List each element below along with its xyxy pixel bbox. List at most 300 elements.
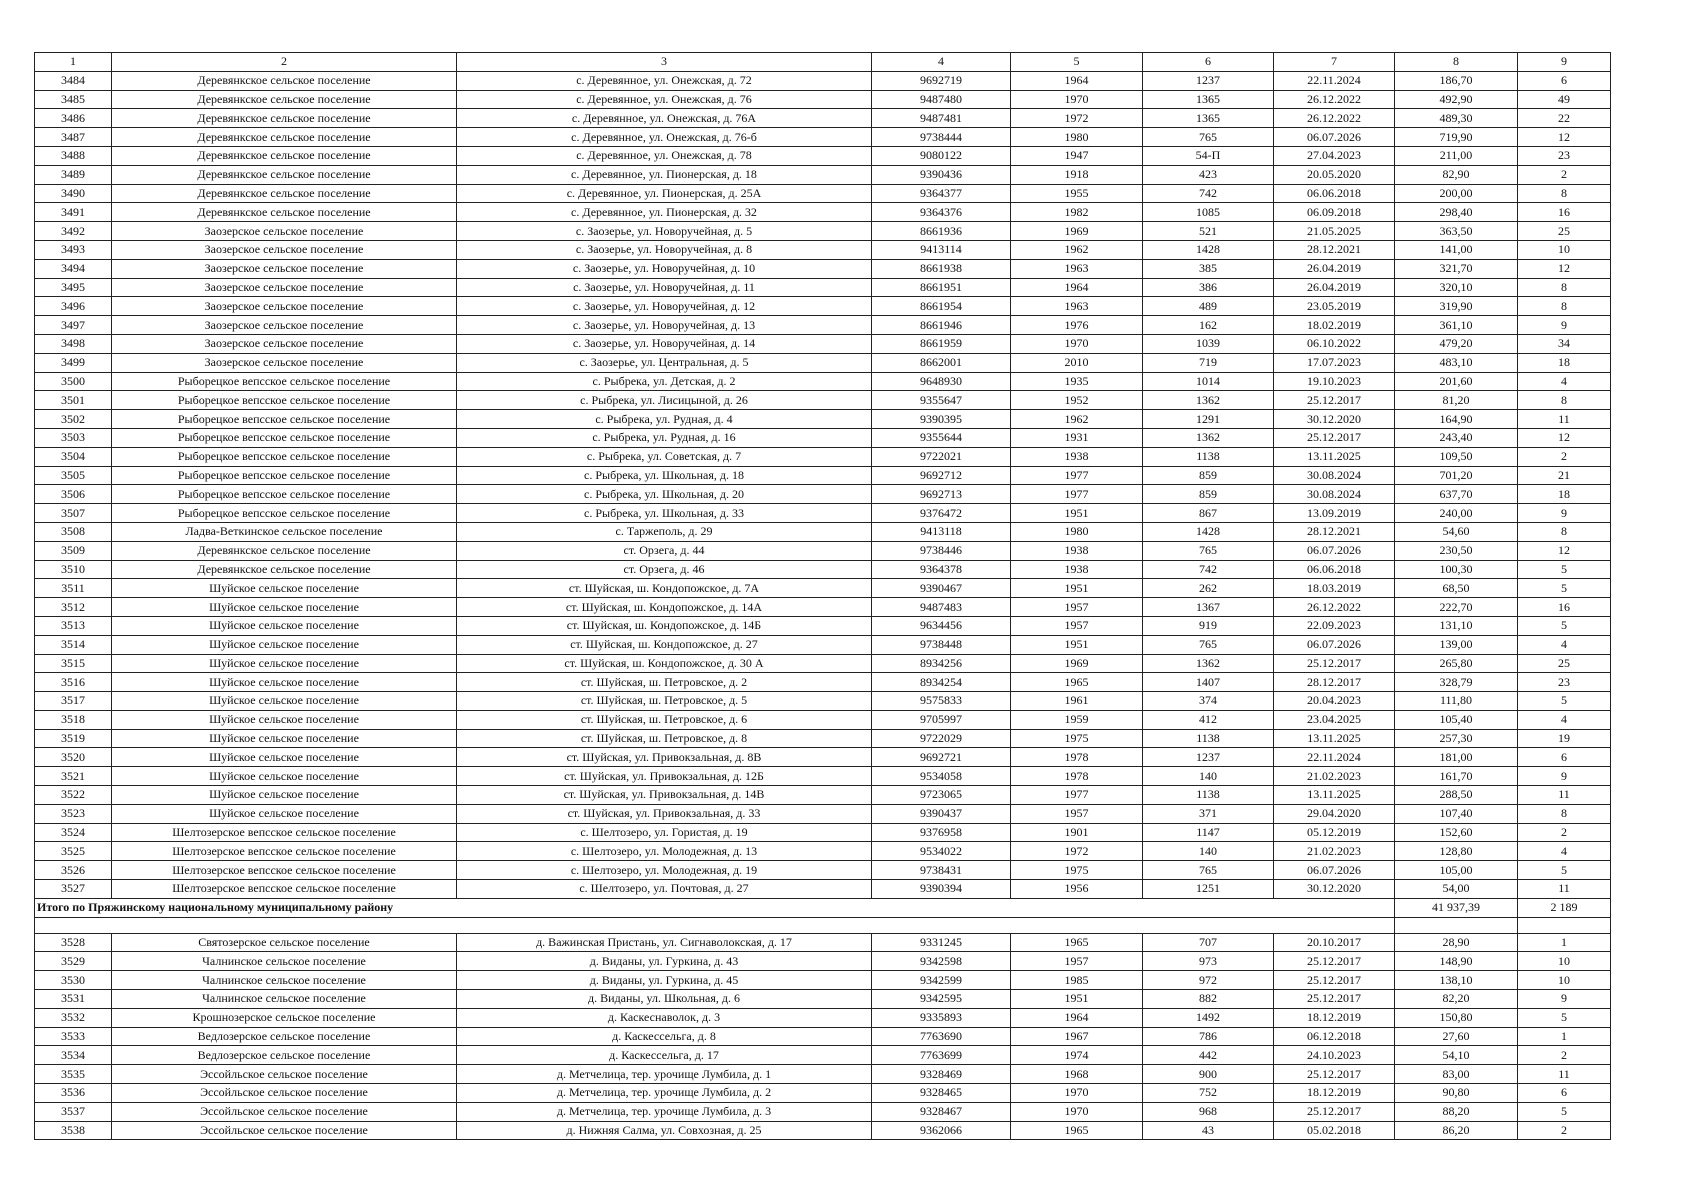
count-cell: 6 xyxy=(1518,748,1611,767)
row-number-cell: 3505 xyxy=(35,466,112,485)
address-cell: с. Рыбрека, ул. Школьная, д. 20 xyxy=(457,485,872,504)
address-cell: с. Деревянное, ул. Онежская, д. 76 xyxy=(457,90,872,109)
build-year-cell: 1977 xyxy=(1011,466,1143,485)
row-number-cell: 3535 xyxy=(35,1065,112,1084)
row-number-cell: 3514 xyxy=(35,635,112,654)
count-cell: 5 xyxy=(1518,579,1611,598)
settlement-name-cell: Эссойльское сельское поселение xyxy=(112,1084,457,1103)
build-year-cell: 1978 xyxy=(1011,767,1143,786)
settlement-name-cell: Крошнозерское сельское поселение xyxy=(112,1008,457,1027)
object-id-cell: 9390467 xyxy=(872,579,1011,598)
row-number-cell: 3531 xyxy=(35,990,112,1009)
count-cell: 10 xyxy=(1518,952,1611,971)
object-id-cell: 8661946 xyxy=(872,316,1011,335)
document-number-cell: 442 xyxy=(1143,1046,1274,1065)
count-cell: 19 xyxy=(1518,729,1611,748)
address-cell: с. Заозерье, ул. Новоручейная, д. 11 xyxy=(457,278,872,297)
table-row xyxy=(35,952,1611,971)
date-cell: 06.06.2018 xyxy=(1274,560,1395,579)
area-cell: 109,50 xyxy=(1395,447,1518,466)
settlement-name-cell: Рыборецкое вепсское сельское поселение xyxy=(112,391,457,410)
document-number-cell: 1147 xyxy=(1143,823,1274,842)
row-number-cell: 3534 xyxy=(35,1046,112,1065)
area-cell: 131,10 xyxy=(1395,616,1518,635)
settlement-name-cell: Ладва-Веткинское сельское поселение xyxy=(112,522,457,541)
document-number-cell: 973 xyxy=(1143,952,1274,971)
build-year-cell: 1935 xyxy=(1011,372,1143,391)
build-year-cell: 1972 xyxy=(1011,109,1143,128)
document-number-cell: 1428 xyxy=(1143,240,1274,259)
document-number-cell: 386 xyxy=(1143,278,1274,297)
count-cell: 8 xyxy=(1518,522,1611,541)
document-number-cell: 140 xyxy=(1143,767,1274,786)
settlement-name-cell: Шуйское сельское поселение xyxy=(112,635,457,654)
document-number-cell: 1138 xyxy=(1143,729,1274,748)
object-id-cell: 9738431 xyxy=(872,861,1011,880)
column-header: 6 xyxy=(1143,53,1274,72)
row-number-cell: 3519 xyxy=(35,729,112,748)
object-id-cell: 9328469 xyxy=(872,1065,1011,1084)
build-year-cell: 1965 xyxy=(1011,673,1143,692)
address-cell: д. Метчелица, тер. урочище Лумбила, д. 1 xyxy=(457,1065,872,1084)
build-year-cell: 1976 xyxy=(1011,316,1143,335)
document-number-cell: 786 xyxy=(1143,1027,1274,1046)
row-number-cell: 3485 xyxy=(35,90,112,109)
count-cell: 11 xyxy=(1518,410,1611,429)
settlement-name-cell: Ведлозерское сельское поселение xyxy=(112,1046,457,1065)
row-number-cell: 3489 xyxy=(35,165,112,184)
count-cell: 16 xyxy=(1518,598,1611,617)
date-cell: 18.12.2019 xyxy=(1274,1084,1395,1103)
object-id-cell: 9362066 xyxy=(872,1121,1011,1140)
row-number-cell: 3509 xyxy=(35,541,112,560)
row-number-cell: 3525 xyxy=(35,842,112,861)
address-cell: с. Заозерье, ул. Новоручейная, д. 12 xyxy=(457,297,872,316)
area-cell: 186,70 xyxy=(1395,71,1518,90)
date-cell: 28.12.2021 xyxy=(1274,522,1395,541)
build-year-cell: 1975 xyxy=(1011,861,1143,880)
row-number-cell: 3487 xyxy=(35,128,112,147)
spacer-cell xyxy=(35,917,1395,933)
spacer-row xyxy=(35,917,1611,933)
date-cell: 26.12.2022 xyxy=(1274,109,1395,128)
table-row xyxy=(35,334,1611,353)
area-cell: 265,80 xyxy=(1395,654,1518,673)
date-cell: 30.12.2020 xyxy=(1274,410,1395,429)
object-id-cell: 9342599 xyxy=(872,971,1011,990)
date-cell: 29.04.2020 xyxy=(1274,804,1395,823)
build-year-cell: 1970 xyxy=(1011,334,1143,353)
column-number-header-row xyxy=(35,53,1611,72)
count-cell: 11 xyxy=(1518,786,1611,805)
table-row xyxy=(35,297,1611,316)
address-cell: с. Заозерье, ул. Новоручейная, д. 14 xyxy=(457,334,872,353)
date-cell: 25.12.2017 xyxy=(1274,391,1395,410)
count-cell: 12 xyxy=(1518,128,1611,147)
area-cell: 111,80 xyxy=(1395,692,1518,711)
row-number-cell: 3510 xyxy=(35,560,112,579)
row-number-cell: 3491 xyxy=(35,203,112,222)
document-number-cell: 765 xyxy=(1143,128,1274,147)
area-cell: 54,60 xyxy=(1395,522,1518,541)
address-cell: ст. Шуйская, ш. Кондопожское, д. 30 А xyxy=(457,654,872,673)
address-cell: ст. Шуйская, ш. Кондопожское, д. 7А xyxy=(457,579,872,598)
address-cell: д. Виданы, ул. Гуркина, д. 43 xyxy=(457,952,872,971)
address-cell: д. Каскеснаволок, д. 3 xyxy=(457,1008,872,1027)
area-cell: 164,90 xyxy=(1395,410,1518,429)
count-cell: 23 xyxy=(1518,673,1611,692)
object-id-cell: 8661959 xyxy=(872,334,1011,353)
area-cell: 83,00 xyxy=(1395,1065,1518,1084)
object-id-cell: 9722029 xyxy=(872,729,1011,748)
table-row xyxy=(35,786,1611,805)
object-id-cell: 9390395 xyxy=(872,410,1011,429)
build-year-cell: 1963 xyxy=(1011,297,1143,316)
object-id-cell: 9335893 xyxy=(872,1008,1011,1027)
object-id-cell: 9413118 xyxy=(872,522,1011,541)
settlement-name-cell: Шелтозерское вепсское сельское поселение xyxy=(112,880,457,899)
document-number-cell: 140 xyxy=(1143,842,1274,861)
date-cell: 05.02.2018 xyxy=(1274,1121,1395,1140)
address-cell: д. Важинская Пристань, ул. Сигнаволокская, д. 17 xyxy=(457,933,872,952)
address-cell: с. Шелтозеро, ул. Гористая, д. 19 xyxy=(457,823,872,842)
document-number-cell: 412 xyxy=(1143,710,1274,729)
count-cell: 25 xyxy=(1518,654,1611,673)
address-cell: ст. Шуйская, ш. Петровское, д. 5 xyxy=(457,692,872,711)
settlement-name-cell: Святозерское сельское поселение xyxy=(112,933,457,952)
object-id-cell: 9390394 xyxy=(872,880,1011,899)
address-cell: ст. Шуйская, ул. Привокзальная, д. 14В xyxy=(457,786,872,805)
area-cell: 27,60 xyxy=(1395,1027,1518,1046)
count-cell: 9 xyxy=(1518,316,1611,335)
object-id-cell: 9692719 xyxy=(872,71,1011,90)
count-cell: 4 xyxy=(1518,372,1611,391)
row-number-cell: 3518 xyxy=(35,710,112,729)
count-cell: 34 xyxy=(1518,334,1611,353)
build-year-cell: 1969 xyxy=(1011,654,1143,673)
area-cell: 88,20 xyxy=(1395,1102,1518,1121)
object-id-cell: 8661951 xyxy=(872,278,1011,297)
count-cell: 4 xyxy=(1518,710,1611,729)
area-cell: 243,40 xyxy=(1395,428,1518,447)
area-cell: 152,60 xyxy=(1395,823,1518,842)
document-number-cell: 1085 xyxy=(1143,203,1274,222)
document-number-cell: 162 xyxy=(1143,316,1274,335)
count-cell: 2 xyxy=(1518,447,1611,466)
object-id-cell: 7763690 xyxy=(872,1027,1011,1046)
area-cell: 319,90 xyxy=(1395,297,1518,316)
settlement-name-cell: Шуйское сельское поселение xyxy=(112,804,457,823)
table-row xyxy=(35,184,1611,203)
column-header: 8 xyxy=(1395,53,1518,72)
count-cell: 11 xyxy=(1518,880,1611,899)
build-year-cell: 1959 xyxy=(1011,710,1143,729)
table-row xyxy=(35,485,1611,504)
build-year-cell: 1931 xyxy=(1011,428,1143,447)
table-row xyxy=(35,240,1611,259)
housing-register-table xyxy=(34,52,1611,1140)
area-cell: 100,30 xyxy=(1395,560,1518,579)
count-cell: 2 xyxy=(1518,165,1611,184)
settlement-name-cell: Заозерское сельское поселение xyxy=(112,297,457,316)
address-cell: с. Рыбрека, ул. Рудная, д. 4 xyxy=(457,410,872,429)
count-cell: 5 xyxy=(1518,1008,1611,1027)
document-number-cell: 707 xyxy=(1143,933,1274,952)
count-cell: 9 xyxy=(1518,767,1611,786)
settlement-name-cell: Рыборецкое вепсское сельское поселение xyxy=(112,428,457,447)
address-cell: д. Метчелица, тер. урочище Лумбила, д. 2 xyxy=(457,1084,872,1103)
spacer-cell xyxy=(1395,917,1518,933)
build-year-cell: 1969 xyxy=(1011,222,1143,241)
area-cell: 105,40 xyxy=(1395,710,1518,729)
settlement-name-cell: Ведлозерское сельское поселение xyxy=(112,1027,457,1046)
build-year-cell: 1961 xyxy=(1011,692,1143,711)
object-id-cell: 9692712 xyxy=(872,466,1011,485)
date-cell: 25.12.2017 xyxy=(1274,428,1395,447)
count-cell: 21 xyxy=(1518,466,1611,485)
table-row xyxy=(35,410,1611,429)
date-cell: 06.06.2018 xyxy=(1274,184,1395,203)
settlement-name-cell: Шелтозерское вепсское сельское поселение xyxy=(112,861,457,880)
row-number-cell: 3533 xyxy=(35,1027,112,1046)
settlement-name-cell: Деревянкское сельское поселение xyxy=(112,90,457,109)
object-id-cell: 9364378 xyxy=(872,560,1011,579)
document-number-cell: 968 xyxy=(1143,1102,1274,1121)
table-body xyxy=(35,53,1611,1140)
area-cell: 701,20 xyxy=(1395,466,1518,485)
date-cell: 05.12.2019 xyxy=(1274,823,1395,842)
object-id-cell: 9364377 xyxy=(872,184,1011,203)
settlement-name-cell: Заозерское сельское поселение xyxy=(112,316,457,335)
object-id-cell: 9738444 xyxy=(872,128,1011,147)
build-year-cell: 2010 xyxy=(1011,353,1143,372)
date-cell: 25.12.2017 xyxy=(1274,1065,1395,1084)
object-id-cell: 9534022 xyxy=(872,842,1011,861)
row-number-cell: 3484 xyxy=(35,71,112,90)
address-cell: ст. Шуйская, ш. Кондопожское, д. 14А xyxy=(457,598,872,617)
document-number-cell: 374 xyxy=(1143,692,1274,711)
count-cell: 5 xyxy=(1518,861,1611,880)
row-number-cell: 3513 xyxy=(35,616,112,635)
column-header: 5 xyxy=(1011,53,1143,72)
count-cell: 22 xyxy=(1518,109,1611,128)
table-row xyxy=(35,933,1611,952)
settlement-name-cell: Заозерское сельское поселение xyxy=(112,259,457,278)
count-cell: 5 xyxy=(1518,1102,1611,1121)
table-row xyxy=(35,767,1611,786)
row-number-cell: 3492 xyxy=(35,222,112,241)
table-row xyxy=(35,128,1611,147)
area-cell: 230,50 xyxy=(1395,541,1518,560)
document-number-cell: 1291 xyxy=(1143,410,1274,429)
area-cell: 719,90 xyxy=(1395,128,1518,147)
settlement-name-cell: Эссойльское сельское поселение xyxy=(112,1121,457,1140)
table-row xyxy=(35,428,1611,447)
count-cell: 4 xyxy=(1518,635,1611,654)
build-year-cell: 1962 xyxy=(1011,410,1143,429)
settlement-name-cell: Деревянкское сельское поселение xyxy=(112,109,457,128)
document-number-cell: 1251 xyxy=(1143,880,1274,899)
date-cell: 13.11.2025 xyxy=(1274,447,1395,466)
area-cell: 54,10 xyxy=(1395,1046,1518,1065)
date-cell: 13.11.2025 xyxy=(1274,786,1395,805)
document-number-cell: 972 xyxy=(1143,971,1274,990)
row-number-cell: 3490 xyxy=(35,184,112,203)
table-row xyxy=(35,391,1611,410)
document-number-cell: 1365 xyxy=(1143,90,1274,109)
table-row xyxy=(35,1084,1611,1103)
table-row xyxy=(35,541,1611,560)
document-number-cell: 859 xyxy=(1143,466,1274,485)
district-total-row xyxy=(35,898,1611,917)
object-id-cell: 8934256 xyxy=(872,654,1011,673)
district-total-count: 2 189 xyxy=(1518,898,1611,917)
object-id-cell: 9738448 xyxy=(872,635,1011,654)
table-row xyxy=(35,71,1611,90)
area-cell: 361,10 xyxy=(1395,316,1518,335)
address-cell: с. Заозерье, ул. Новоручейная, д. 8 xyxy=(457,240,872,259)
settlement-name-cell: Шуйское сельское поселение xyxy=(112,673,457,692)
table-row xyxy=(35,259,1611,278)
build-year-cell: 1951 xyxy=(1011,504,1143,523)
settlement-name-cell: Деревянкское сельское поселение xyxy=(112,541,457,560)
row-number-cell: 3488 xyxy=(35,146,112,165)
table-row xyxy=(35,692,1611,711)
table-row xyxy=(35,560,1611,579)
table-row xyxy=(35,109,1611,128)
district-total-area: 41 937,39 xyxy=(1395,898,1518,917)
table-row xyxy=(35,729,1611,748)
build-year-cell: 1957 xyxy=(1011,952,1143,971)
settlement-name-cell: Рыборецкое вепсское сельское поселение xyxy=(112,447,457,466)
count-cell: 12 xyxy=(1518,259,1611,278)
row-number-cell: 3497 xyxy=(35,316,112,335)
date-cell: 21.05.2025 xyxy=(1274,222,1395,241)
document-number-cell: 489 xyxy=(1143,297,1274,316)
area-cell: 138,10 xyxy=(1395,971,1518,990)
row-number-cell: 3498 xyxy=(35,334,112,353)
document-number-cell: 765 xyxy=(1143,635,1274,654)
address-cell: с. Деревянное, ул. Онежская, д. 78 xyxy=(457,146,872,165)
table-row xyxy=(35,353,1611,372)
area-cell: 288,50 xyxy=(1395,786,1518,805)
row-number-cell: 3529 xyxy=(35,952,112,971)
document-number-cell: 1138 xyxy=(1143,786,1274,805)
area-cell: 181,00 xyxy=(1395,748,1518,767)
table-row xyxy=(35,1027,1611,1046)
build-year-cell: 1975 xyxy=(1011,729,1143,748)
date-cell: 06.07.2026 xyxy=(1274,635,1395,654)
settlement-name-cell: Деревянкское сельское поселение xyxy=(112,560,457,579)
settlement-name-cell: Шуйское сельское поселение xyxy=(112,729,457,748)
object-id-cell: 9342598 xyxy=(872,952,1011,971)
build-year-cell: 1964 xyxy=(1011,71,1143,90)
date-cell: 30.08.2024 xyxy=(1274,466,1395,485)
document-number-cell: 859 xyxy=(1143,485,1274,504)
build-year-cell: 1938 xyxy=(1011,447,1143,466)
date-cell: 17.07.2023 xyxy=(1274,353,1395,372)
area-cell: 211,00 xyxy=(1395,146,1518,165)
area-cell: 105,00 xyxy=(1395,861,1518,880)
build-year-cell: 1980 xyxy=(1011,522,1143,541)
document-number-cell: 1362 xyxy=(1143,654,1274,673)
row-number-cell: 3501 xyxy=(35,391,112,410)
table-row xyxy=(35,673,1611,692)
count-cell: 2 xyxy=(1518,1121,1611,1140)
count-cell: 2 xyxy=(1518,823,1611,842)
table-row xyxy=(35,635,1611,654)
area-cell: 328,79 xyxy=(1395,673,1518,692)
address-cell: ст. Шуйская, ш. Петровское, д. 6 xyxy=(457,710,872,729)
address-cell: с. Деревянное, ул. Онежская, д. 76-б xyxy=(457,128,872,147)
object-id-cell: 9376958 xyxy=(872,823,1011,842)
build-year-cell: 1974 xyxy=(1011,1046,1143,1065)
count-cell: 9 xyxy=(1518,990,1611,1009)
row-number-cell: 3521 xyxy=(35,767,112,786)
table-row xyxy=(35,990,1611,1009)
build-year-cell: 1964 xyxy=(1011,1008,1143,1027)
row-number-cell: 3499 xyxy=(35,353,112,372)
date-cell: 28.12.2017 xyxy=(1274,673,1395,692)
document-number-cell: 1237 xyxy=(1143,71,1274,90)
row-number-cell: 3493 xyxy=(35,240,112,259)
table-row xyxy=(35,372,1611,391)
build-year-cell: 1957 xyxy=(1011,616,1143,635)
settlement-name-cell: Эссойльское сельское поселение xyxy=(112,1102,457,1121)
build-year-cell: 1980 xyxy=(1011,128,1143,147)
column-header: 4 xyxy=(872,53,1011,72)
build-year-cell: 1982 xyxy=(1011,203,1143,222)
address-cell: с. Таржеполь, д. 29 xyxy=(457,522,872,541)
count-cell: 9 xyxy=(1518,504,1611,523)
table-row xyxy=(35,1065,1611,1084)
object-id-cell: 9634456 xyxy=(872,616,1011,635)
object-id-cell: 7763699 xyxy=(872,1046,1011,1065)
document-number-cell: 900 xyxy=(1143,1065,1274,1084)
count-cell: 49 xyxy=(1518,90,1611,109)
settlement-name-cell: Деревянкское сельское поселение xyxy=(112,146,457,165)
object-id-cell: 9723065 xyxy=(872,786,1011,805)
count-cell: 6 xyxy=(1518,71,1611,90)
table-row xyxy=(35,1102,1611,1121)
table-row xyxy=(35,466,1611,485)
address-cell: с. Деревянное, ул. Пионерская, д. 18 xyxy=(457,165,872,184)
area-cell: 492,90 xyxy=(1395,90,1518,109)
document-number-cell: 752 xyxy=(1143,1084,1274,1103)
object-id-cell: 8661938 xyxy=(872,259,1011,278)
date-cell: 30.08.2024 xyxy=(1274,485,1395,504)
build-year-cell: 1957 xyxy=(1011,804,1143,823)
date-cell: 06.09.2018 xyxy=(1274,203,1395,222)
date-cell: 18.02.2019 xyxy=(1274,316,1395,335)
document-number-cell: 882 xyxy=(1143,990,1274,1009)
build-year-cell: 1964 xyxy=(1011,278,1143,297)
address-cell: с. Деревянное, ул. Онежская, д. 76А xyxy=(457,109,872,128)
address-cell: с. Шелтозеро, ул. Молодежная, д. 13 xyxy=(457,842,872,861)
address-cell: ст. Шуйская, ш. Петровское, д. 2 xyxy=(457,673,872,692)
area-cell: 68,50 xyxy=(1395,579,1518,598)
area-cell: 150,80 xyxy=(1395,1008,1518,1027)
row-number-cell: 3500 xyxy=(35,372,112,391)
address-cell: д. Виданы, ул. Гуркина, д. 45 xyxy=(457,971,872,990)
row-number-cell: 3512 xyxy=(35,598,112,617)
count-cell: 8 xyxy=(1518,278,1611,297)
table-row xyxy=(35,842,1611,861)
table-row xyxy=(35,598,1611,617)
settlement-name-cell: Заозерское сельское поселение xyxy=(112,334,457,353)
count-cell: 8 xyxy=(1518,804,1611,823)
date-cell: 25.12.2017 xyxy=(1274,952,1395,971)
